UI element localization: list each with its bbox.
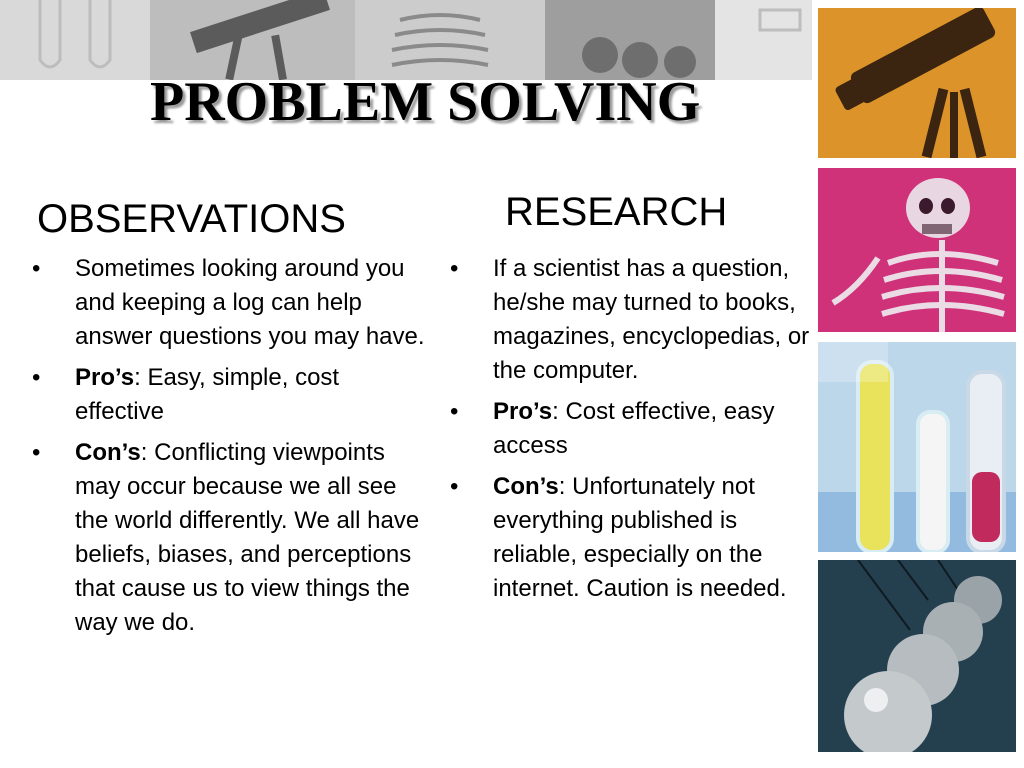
bullet-marker: • [450, 473, 459, 500]
list-item [28, 252, 428, 354]
pendulum-balls-image [818, 560, 1016, 752]
list-item [446, 252, 814, 388]
bullet-marker: • [450, 398, 459, 425]
bullet-marker: • [32, 364, 41, 391]
bullet-text: : Conflicting viewpoints may occur because we all see the world differently. We all have beliefs, biases, and perceptions that cause us to view things the way we do. [75, 439, 420, 636]
bullet-text: : Unfortunately not everything published is reliable, especially on the internet. Caution is needed. [493, 473, 787, 602]
bullet-text: If a scientist has a question, he/she may turned to books, magazines, encyclopedias, or the computer. [493, 255, 810, 384]
test-tubes-image [818, 342, 1016, 552]
bullet-label: Con’s [493, 473, 559, 500]
bullet-text: : Cost effective, easy access [493, 398, 775, 459]
bullet-text: Sometimes looking around you and keeping a log can help answer questions you may have. [75, 255, 425, 350]
list-item [446, 470, 814, 606]
side-image-column [818, 8, 1016, 752]
list-item [28, 361, 428, 429]
observations-heading: OBSERVATIONS [37, 197, 346, 241]
bullet-marker: • [32, 439, 41, 466]
slide-title: PROBLEM SOLVING [150, 71, 701, 133]
skeleton-image [818, 168, 1016, 332]
research-heading: RESEARCH [505, 190, 728, 234]
list-item [446, 395, 814, 463]
bullet-label: Pro’s [493, 398, 553, 425]
bullet-label: Con’s [75, 439, 141, 466]
bullet-marker: • [32, 255, 41, 282]
telescope-image [818, 8, 1016, 158]
bullet-text: : Easy, simple, cost effective [75, 364, 340, 425]
list-item [28, 436, 428, 640]
bullet-marker: • [450, 255, 459, 282]
header-banner-image [0, 0, 812, 80]
banner-collage-graphic [0, 0, 812, 80]
research-bullet-list [446, 252, 814, 613]
bullet-label: Pro’s [75, 364, 135, 391]
observations-bullet-list [28, 252, 428, 647]
